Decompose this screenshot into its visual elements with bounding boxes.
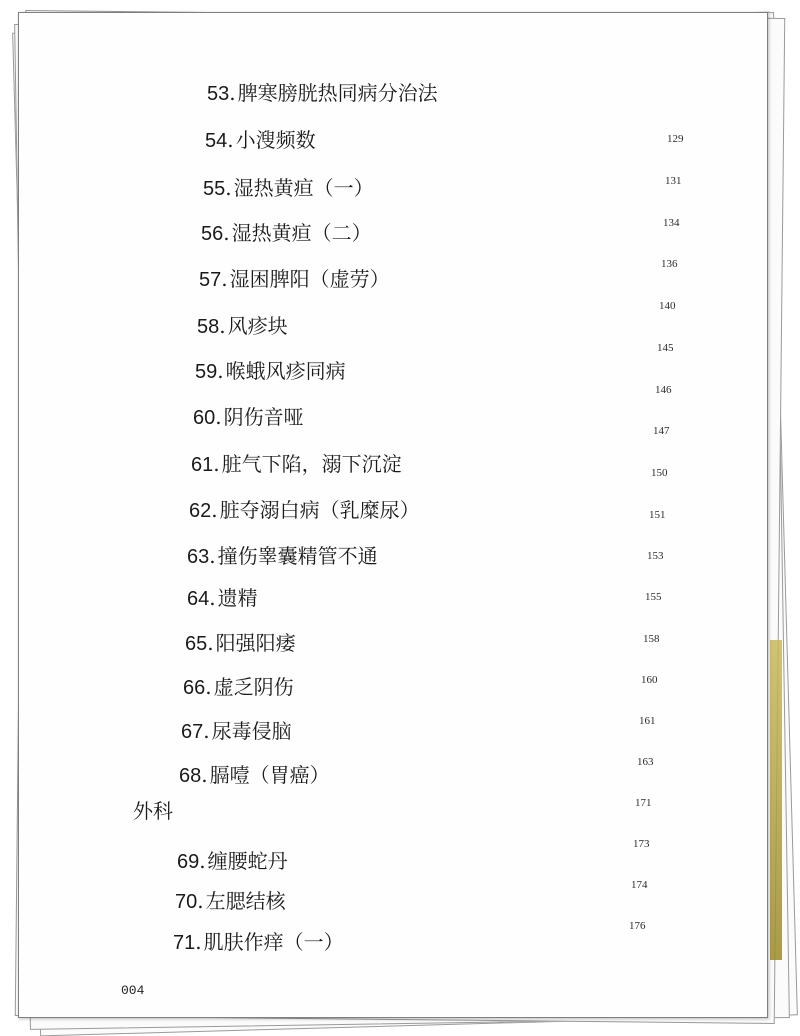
entry-number: 55 <box>203 178 226 200</box>
toc-entry: 61. 脏气下陷，溺下沉淀 <box>191 452 402 476</box>
toc-entry: 55. 湿热黄疸（一） <box>203 176 374 200</box>
entry-number: 65 <box>185 633 208 655</box>
entry-number: 71 <box>173 932 196 954</box>
page-number: 131 <box>665 175 682 187</box>
toc-entry: 62. 脏夺溺白病（乳糜尿） <box>189 498 420 522</box>
entry-title: 遗精 <box>217 586 258 610</box>
toc-entry: 70. 左腮结核 <box>175 889 286 913</box>
page-number: 150 <box>651 467 668 479</box>
entry-number: 64 <box>187 588 210 610</box>
page-number: 151 <box>649 509 666 521</box>
toc-entry: 67. 尿毒侵脑 <box>181 719 292 743</box>
entry-number: 60 <box>193 407 216 429</box>
toc-entry: 58. 风疹块 <box>197 314 288 338</box>
entry-number: 70 <box>175 891 198 913</box>
page-number: 171 <box>635 797 652 809</box>
page-number: 163 <box>637 756 654 768</box>
page-number: 160 <box>641 674 658 686</box>
entry-title: 虚乏阴伤 <box>213 675 294 699</box>
page-number: 155 <box>645 591 662 603</box>
entry-title: 脾寒膀胱热同病分治法 <box>237 81 438 105</box>
entry-number: 69 <box>177 851 200 873</box>
page-number: 174 <box>631 879 648 891</box>
entry-number: 58 <box>197 316 220 338</box>
page-number: 147 <box>653 425 670 437</box>
page-number: 173 <box>633 838 650 850</box>
toc-entry: 71. 肌肤作痒（一） <box>173 930 344 954</box>
folio-page-number: 004 <box>121 983 145 998</box>
page-number: 176 <box>629 920 646 932</box>
toc-entry: 68. 膈噎（胃癌） <box>179 763 330 787</box>
page-number: 129 <box>667 133 684 145</box>
entry-title: 湿热黄疸（二） <box>231 221 372 245</box>
entry-number: 67 <box>181 721 204 743</box>
page-number: 136 <box>661 258 678 270</box>
entry-title: 肌肤作痒（一） <box>203 930 344 954</box>
entry-number: 56 <box>201 223 224 245</box>
page-number: 140 <box>659 300 676 312</box>
page-number: 158 <box>643 633 660 645</box>
entry-number: 61 <box>191 454 214 476</box>
entry-title: 膈噎（胃癌） <box>209 763 330 787</box>
toc-entry: 69. 缠腰蛇丹 <box>177 849 288 873</box>
toc-entry: 59. 喉蛾风疹同病 <box>195 359 346 383</box>
entry-number: 57 <box>199 269 222 291</box>
toc-page <box>18 12 768 1018</box>
entry-title: 湿困脾阳（虚劳） <box>229 267 390 291</box>
toc-entry: 64. 遗精 <box>187 586 258 610</box>
page-number: 153 <box>647 550 664 562</box>
entry-title: 阳强阳痿 <box>215 631 296 655</box>
entry-title: 风疹块 <box>227 314 288 338</box>
toc-entry: 63. 撞伤睾囊精管不通 <box>187 544 378 568</box>
entry-number: 59 <box>195 361 218 383</box>
entry-title: 缠腰蛇丹 <box>207 849 288 873</box>
entry-title: 脏气下陷，溺下沉淀 <box>221 452 402 476</box>
entry-number: 66 <box>183 677 206 699</box>
entry-title: 喉蛾风疹同病 <box>225 359 346 383</box>
entry-number: 63 <box>187 546 210 568</box>
entry-number: 54 <box>205 130 228 152</box>
page-number: 161 <box>639 715 656 727</box>
toc-entry: 65. 阳强阳痿 <box>185 631 296 655</box>
page-number: 134 <box>663 217 680 229</box>
toc-entry: 60. 阴伤音哑 <box>193 405 304 429</box>
toc-entry: 56. 湿热黄疸（二） <box>201 221 372 245</box>
entry-title: 小溲频数 <box>235 128 316 152</box>
toc-entry: 57. 湿困脾阳（虚劳） <box>199 267 390 291</box>
section-heading-waike: 外科 <box>133 799 173 823</box>
page-number: 145 <box>657 342 674 354</box>
toc-entry: 54. 小溲频数 <box>205 128 316 152</box>
entry-number: 53 <box>207 83 230 105</box>
entry-title: 尿毒侵脑 <box>211 719 292 743</box>
page-number: 146 <box>655 384 672 396</box>
toc-entry: 53. 脾寒膀胱热同病分治法 <box>207 81 438 105</box>
entry-number: 62 <box>189 500 212 522</box>
entry-title: 撞伤睾囊精管不通 <box>217 544 378 568</box>
entry-number: 68 <box>179 765 202 787</box>
toc-entry: 66. 虚乏阴伤 <box>183 675 294 699</box>
entry-title: 阴伤音哑 <box>223 405 304 429</box>
entry-title: 湿热黄疸（一） <box>233 176 374 200</box>
entry-title: 左腮结核 <box>205 889 286 913</box>
entry-title: 脏夺溺白病（乳糜尿） <box>219 498 420 522</box>
